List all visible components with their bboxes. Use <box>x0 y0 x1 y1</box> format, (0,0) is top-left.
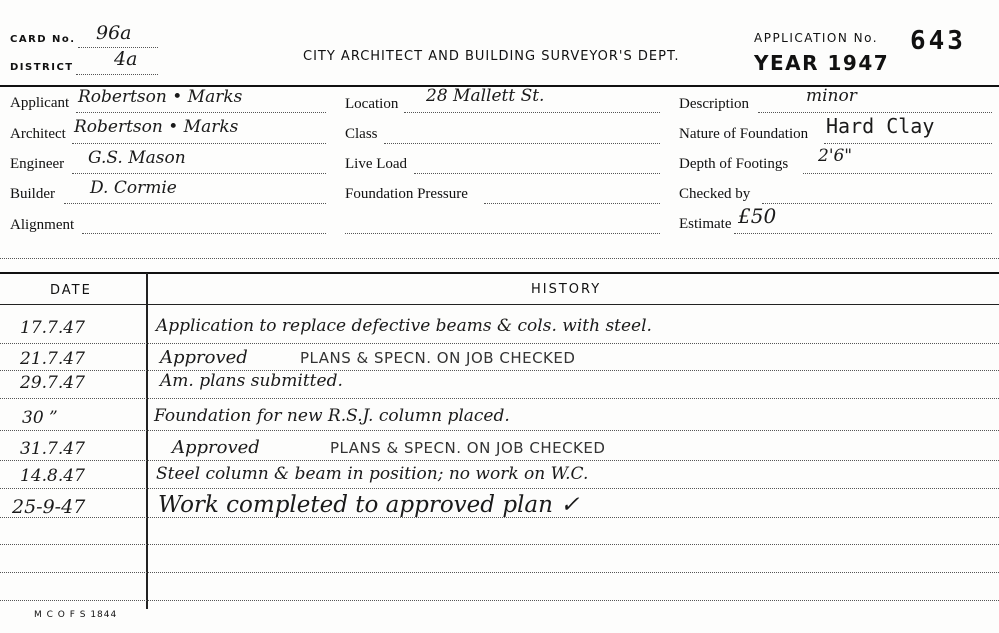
description-value: minor <box>806 86 857 106</box>
depth-of-footings-line <box>803 173 992 174</box>
card-no-value: 96a <box>96 22 132 44</box>
district-line <box>76 74 158 75</box>
alignment-label: Alignment <box>10 217 75 233</box>
district-value: 4a <box>114 48 138 70</box>
history-row-text: Am. plans submitted. <box>160 371 343 391</box>
history-row-date: 30 ” <box>22 408 58 428</box>
applicant-value: Robertson • Marks <box>78 87 243 107</box>
estimate-line <box>734 233 992 234</box>
history-row-text: Approved <box>160 347 248 368</box>
table-row-line <box>0 488 999 489</box>
history-row-date: 31.7.47 <box>20 439 85 459</box>
checked-by-line <box>762 203 992 204</box>
live-load-label: Live Load <box>345 156 408 172</box>
history-row-text: Approved <box>172 437 260 458</box>
table-row-line <box>0 460 999 461</box>
estimate-label: Estimate <box>679 216 732 232</box>
description-line <box>758 112 992 113</box>
table-row-line <box>0 600 999 601</box>
history-row-date: 25-9-47 <box>12 496 86 518</box>
description-label: Description <box>679 96 749 112</box>
checked-by-label: Checked by <box>679 186 751 202</box>
history-column-header: HISTORY <box>531 282 602 297</box>
print-code: M C O F S 1844 <box>34 610 118 620</box>
application-label: APPLICATION No. <box>754 31 879 45</box>
engineer-label: Engineer <box>10 156 65 172</box>
architect-value: Robertson • Marks <box>74 117 239 137</box>
builder-label: Builder <box>10 186 55 202</box>
alignment-line <box>82 233 326 234</box>
estimate-value: £50 <box>738 204 777 228</box>
applicant-label: Applicant <box>10 95 70 111</box>
table-row-line <box>0 544 999 545</box>
col2-blank-line <box>345 233 660 234</box>
history-row-date: 21.7.47 <box>20 349 85 369</box>
foundation-pressure-label: Foundation Pressure <box>345 186 468 202</box>
table-row-line <box>0 370 999 371</box>
depth-of-footings-value: 2'6" <box>818 146 853 166</box>
location-label: Location <box>345 96 399 112</box>
history-row-text: Work completed to approved plan ✓ <box>158 492 580 518</box>
history-row-text: Application to replace defective beams & cols. with steel. <box>156 316 652 336</box>
architect-line <box>72 143 326 144</box>
dept-title: CITY ARCHITECT AND BUILDING SURVEYOR'S DEPT. <box>303 49 680 64</box>
table-top-rule <box>0 272 999 274</box>
history-row-date: 14.8.47 <box>20 466 85 486</box>
history-row-text: Foundation for new R.S.J. column placed. <box>154 406 510 426</box>
table-header-rule <box>0 304 999 305</box>
history-row-stamp: PLANS & SPECN. ON JOB CHECKED <box>300 349 576 367</box>
foundation-pressure-line <box>484 203 660 204</box>
table-row-line <box>0 517 999 518</box>
nature-of-foundation-line <box>824 143 992 144</box>
builder-line <box>64 203 326 204</box>
applicant-line <box>76 112 326 113</box>
date-column-header: DATE <box>50 283 92 298</box>
nature-of-foundation-label: Nature of Foundation <box>679 126 809 142</box>
engineer-line <box>72 173 326 174</box>
depth-of-footings-label: Depth of Footings <box>679 156 789 172</box>
table-row-line <box>0 430 999 431</box>
class-line <box>384 143 660 144</box>
district-label: DISTRICT <box>10 62 74 73</box>
live-load-line <box>414 173 660 174</box>
application-number: 643 <box>910 26 966 56</box>
table-row-line <box>0 572 999 573</box>
class-label: Class <box>345 126 378 142</box>
nature-of-foundation-value: Hard Clay <box>826 114 935 138</box>
history-row-stamp: PLANS & SPECN. ON JOB CHECKED <box>330 439 606 457</box>
history-row-text: Steel column & beam in position; no work on W.C. <box>156 464 589 484</box>
architect-label: Architect <box>10 126 66 142</box>
location-value: 28 Mallett St. <box>426 86 545 106</box>
table-row-line <box>0 343 999 344</box>
history-row-date: 29.7.47 <box>20 373 85 393</box>
location-line <box>404 112 660 113</box>
engineer-value: G.S. Mason <box>88 148 186 168</box>
history-row-date: 17.7.47 <box>20 318 85 338</box>
fields-bottom-dotline <box>0 258 999 259</box>
card-no-label: CARD No. <box>10 34 76 45</box>
year-label: YEAR 1947 <box>754 51 890 75</box>
builder-value: D. Cormie <box>90 178 177 198</box>
table-row-line <box>0 398 999 399</box>
table-column-divider <box>146 273 148 609</box>
